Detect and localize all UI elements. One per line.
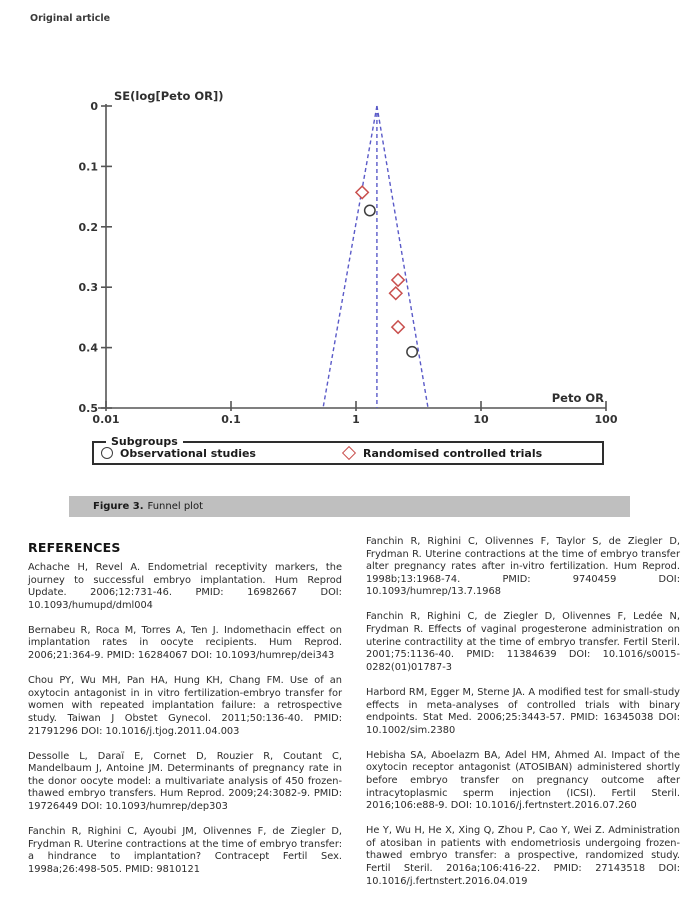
- reference-item: Fanchin R, Righini C, Ayoubi JM, Olivennes F, de Ziegler D, Frydman R. Uterine contractions at the time of embryo transfer: a hindrance to implantation? Contracept Fertil Sex. 1998a;26:498-505. PMID: 9810121: [28, 826, 342, 875]
- y-tick-label: 0: [90, 100, 98, 113]
- data-point-circle: [365, 205, 375, 215]
- article-type-label: Original article: [30, 13, 111, 24]
- circle-marker-icon: [101, 447, 113, 459]
- data-point-diamond: [390, 287, 402, 299]
- x-tick-label: 0.01: [92, 413, 120, 426]
- legend-title: Subgroups: [106, 435, 183, 449]
- legend-item-label: Randomised controlled trials: [362, 446, 543, 460]
- data-point-diamond: [356, 186, 368, 198]
- reference-item: Hebisha SA, Aboelazm BA, Adel HM, Ahmed AI. Impact of the oxytocin receptor antagonist (ATOSIBAN) administered shortly before embryo transfer on pregnancy outcome after intracytoplasmic sperm injection (ICSI). Fertil Steril. 2016;106:e88-9. DOI: 10.1016/j.fertnstert.2016.07.260: [366, 749, 680, 812]
- reference-item: Fanchin R, Righini C, Olivennes F, Taylor S, de Ziegler D, Frydman R. Uterine contractions at the time of embryo transfer alter pregnancy rates after in-vitro fertilization. Hum Reprod. 1998b;13:1968-74. PMID: 9740459 DOI: 10.1093/humrep/13.7.1968: [366, 536, 680, 598]
- chart-legend: [92, 435, 604, 465]
- funnel-guide-line: [377, 106, 428, 408]
- y-tick-label: 0.4: [78, 341, 98, 355]
- data-point-diamond: [392, 274, 404, 286]
- y-tick-label: 0.1: [78, 160, 98, 174]
- y-tick-label: 0.3: [78, 281, 98, 295]
- reference-item: Harbord RM, Egger M, Sterne JA. A modified test for small-study effects in meta-analyses of controlled trials with binary endpoints. Stat Med. 2006;25:3443-57. PMID: 16345038 DOI: 10.1002/sim.2380: [366, 686, 680, 736]
- reference-item: Bernabeu R, Roca M, Torres A, Ten J. Indomethacin effect on implantation rates in oocyte recipients. Hum Reprod. 2006;21:364-9. PMID: 16284067 DOI: 10.1093/humrep/dei343: [28, 624, 342, 662]
- x-tick-label: 10: [473, 413, 489, 426]
- funnel-guide-line: [323, 106, 377, 408]
- y-axis-title: SE(log[Peto OR]): [114, 89, 224, 103]
- y-tick-label: 0.2: [78, 220, 98, 234]
- figure-caption: [69, 496, 630, 517]
- figure-caption-label: Figure 3.: [93, 501, 144, 512]
- funnel-plot: [0, 0, 700, 432]
- diamond-marker-icon: [342, 446, 356, 460]
- reference-item: Fanchin R, Righini C, de Ziegler D, Olivennes F, Ledée N, Frydman R. Effects of vaginal progesterone administration on uterine contractility at the time of embryo transfer. Fertil Steril. 2001;75:1136-40. PMID: 11384639 DOI: 10.1016/s0015-0282(01)01787-3: [366, 611, 680, 673]
- x-axis-title: Peto OR: [551, 391, 604, 405]
- data-point-circle: [407, 347, 417, 357]
- reference-item: Achache H, Revel A. Endometrial receptivity markers, the journey to successful embryo implantation. Hum Reprod Update. 2006;12:731-46. PMID: 16982667 DOI: 10.1093/humupd/dml004: [28, 562, 342, 611]
- legend-items: [94, 443, 602, 463]
- references-heading: REFERENCES: [28, 540, 121, 555]
- x-tick-label: 100: [594, 413, 618, 426]
- reference-item: He Y, Wu H, He X, Xing Q, Zhou P, Cao Y, Wei Z. Administration of atosiban in patients with endometriosis undergoing frozen-thawed embryo transfer: a prospective, randomized study. Fertil Steril. 2016a;106:416-22. PMID: 27143518 DOI: 10.1016/j.fertnstert.2016.04.019: [366, 825, 680, 887]
- reference-item: Dessolle L, Daraï E, Cornet D, Rouzier R, Coutant C, Mandelbaum J, Antoine JM. Determinants of pregnancy rate in the donor oocyte model: a multivariate analysis of 450 frozen-thawed embryo transfers. Hum Reprod. 2009;24:3082-9. PMID: 19726449 DOI: 10.1093/humrep/dep303: [28, 750, 342, 812]
- x-tick-label: 0.1: [221, 413, 241, 426]
- reference-item: Chou PY, Wu MH, Pan HA, Hung KH, Chang FM. Use of an oxytocin antagonist in in vitro fertilization-embryo transfer for women with repeated implantation failure: a retrospective study. Taiwan J Obstet Gynecol. 2011;50:136-40. PMID: 21791296 DOI: 10.1016/j.tjog.2011.04.003: [28, 675, 342, 737]
- references-left-column: [28, 562, 342, 889]
- legend-item-label: Observational studies: [120, 446, 256, 460]
- y-tick-label: 0.5: [78, 402, 98, 415]
- data-point-diamond: [392, 321, 404, 333]
- legend-item-observational: [101, 447, 256, 460]
- references-right-column: [366, 536, 680, 901]
- figure-caption-text: Funnel plot: [147, 501, 203, 512]
- x-tick-label: 1: [352, 413, 360, 426]
- legend-item-rct: [342, 447, 542, 460]
